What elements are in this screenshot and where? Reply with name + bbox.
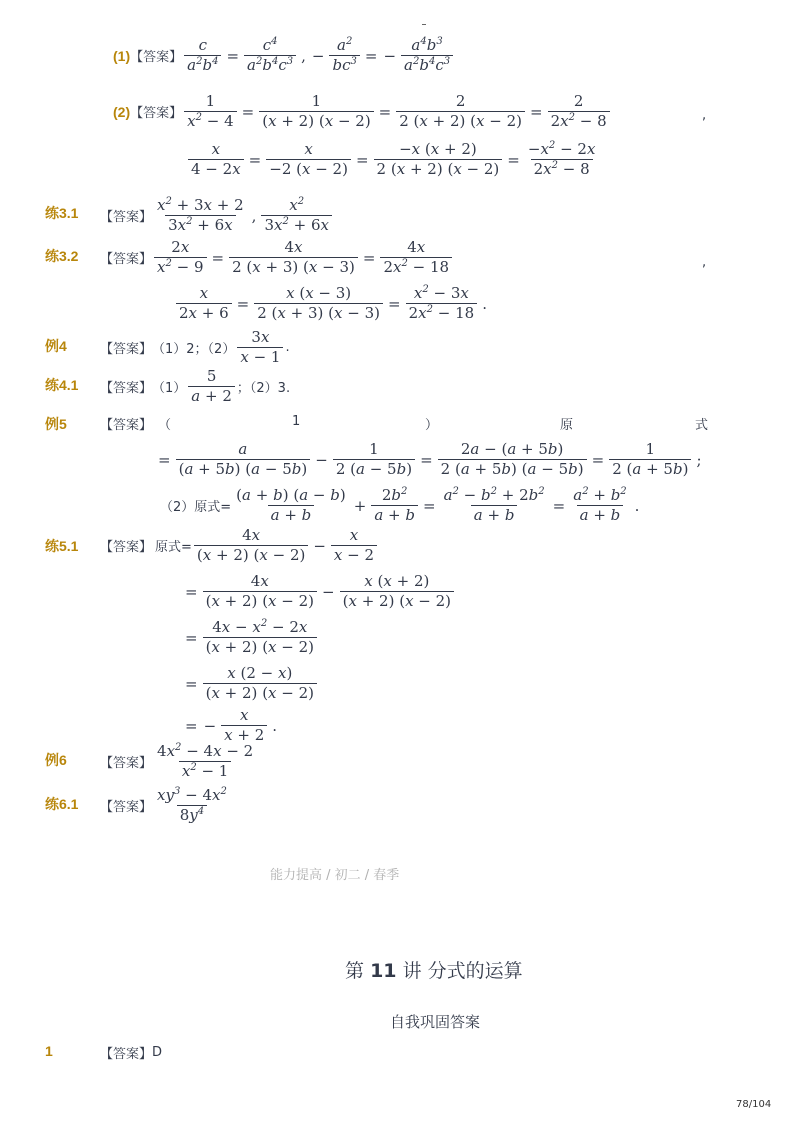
answer-example-5-part-2: [160, 486, 642, 525]
paren-open: （: [158, 418, 172, 433]
math-expression: $\frac{x}{4 - 2x}$ = $\frac{x}{-2 (x - 2)}$ = $\frac{-x (x + 2)}{2 (x + 2) (x - 2)}$ = $\frac{-x^2 - 2x}{2x^2 - 8}$: [186, 140, 600, 179]
answer-example-6: [100, 742, 258, 781]
math-expression: = $\frac{x (2 - x)}{(x + 2) (x - 2)}$: [182, 664, 319, 703]
math-expression: $\frac{1}{x^2 - 4}$ = $\frac{1}{(x + 2) (x - 2)}$ = $\frac{2}{2 (x + 2) (x - 2)}$ = $\frac{2}{2x^2 - 8}$: [182, 92, 612, 131]
label-2: (2): [113, 103, 131, 120]
answer-1: [113, 36, 455, 75]
section-subtitle: 自我巩固答案: [390, 1013, 481, 1031]
part-number: 1: [292, 414, 301, 429]
paren-close: ）: [425, 418, 439, 433]
answer-tag: 【答案】: [100, 800, 153, 815]
label-practice-4-1: 练4.1: [45, 377, 79, 393]
answer-text: 原式=: [155, 540, 192, 555]
page-number: 78/104: [736, 1099, 772, 1110]
period: .: [634, 496, 640, 515]
period: .: [272, 716, 278, 735]
math-expression: $\frac{x}{2x + 6}$ = $\frac{x (x - 3)}{2 (x + 3) (x - 3)}$ = $\frac{x^2 - 3x}{2x^2 - 18}$ .: [174, 284, 490, 323]
answer-question-1: [100, 1043, 162, 1062]
math-expression: $\frac{4x^2 - 4x - 2}{x^2 - 1}$: [157, 742, 254, 780]
answer-practice-5-1-line-1: [155, 526, 379, 565]
text-shi: 式: [695, 418, 709, 433]
math-expression: $\frac{4x}{(x + 2) (x - 2)}$ − $\frac{x}{x - 2}$: [192, 526, 379, 565]
math-expression: $\frac{5}{a + 2}$: [186, 367, 237, 406]
answer-tag: 【答案】: [100, 756, 153, 771]
label-example-5: 例5: [45, 416, 67, 432]
answer-text: （1）2；（2）: [152, 342, 236, 357]
answer-text: ；（2）3.: [236, 381, 291, 396]
answer-tag: 【答案】: [100, 381, 153, 396]
answer-practice-4-1: [100, 367, 290, 406]
answer-text: （2）原式=: [160, 500, 232, 515]
label-question-1: 1: [45, 1043, 53, 1059]
answer-tag: 【答案】: [100, 252, 153, 267]
label-1: (1): [113, 47, 131, 64]
answer-practice-3-1: [100, 196, 334, 235]
answer-value: D: [152, 1045, 163, 1060]
math-expression: $\frac{c}{a^2b^4}$ = $\frac{c^4}{a^2b^4c^3}$ , − $\frac{a^2}{bc^3}$ = − $\frac{a^4b^3}{a^2b^4c^3}$: [182, 36, 455, 75]
math-expression: = $\frac{a}{(a + 5b) (a - 5b)}$ − $\frac{1}{2 (a - 5b)}$ = $\frac{2a - (a + 5b)}{2 (a + 5b) (a - 5b)}$ = $\frac{1}{2 (a + 5b)}$ ;: [158, 440, 702, 478]
math-expression: $\frac{(a + b) (a - b)}{a + b}$ + $\frac{2b^2}{a + b}$ = $\frac{a^2 - b^2 + 2b^2}{a + b}$ = $\frac{a^2 + b^2}{a + b}$ .: [236, 486, 640, 524]
comma: ,: [702, 255, 707, 270]
lecture-title: 第 11 讲 分式的运算: [345, 960, 523, 982]
answer-tag: 【答案】: [100, 540, 153, 555]
answer-tag: 【答案】: [130, 106, 183, 121]
answer-practice-3-2: [100, 238, 454, 277]
page-footer: 能力提高 / 初二 / 春季: [270, 868, 400, 883]
answer-example-4: [100, 328, 290, 367]
stray-mark: [422, 24, 426, 25]
answer-tag: 【答案】: [100, 418, 153, 433]
math-expression: $\frac{2x}{x^2 - 9}$ = $\frac{4x}{2 (x + 3) (x - 3)}$ = $\frac{4x}{2x^2 - 18}$: [152, 238, 454, 277]
period: .: [285, 340, 290, 355]
math-expression: = − $\frac{x}{x + 2}$ .: [185, 706, 278, 744]
math-expression: $\frac{3x}{x - 1}$: [235, 328, 285, 367]
label-practice-3-2: 练3.2: [45, 248, 79, 264]
math-expression: $\frac{xy^3 - 4x^2}{8y^4}$: [157, 786, 227, 824]
answer-2: [113, 92, 612, 131]
answer-practice-6-1: [100, 786, 232, 825]
math-expression: = $\frac{4x - x^2 - 2x}{(x + 2) (x - 2)}$: [182, 618, 319, 657]
label-practice-6-1: 练6.1: [45, 796, 79, 812]
label-example-4: 例4: [45, 338, 67, 354]
label-practice-5-1: 练5.1: [45, 538, 79, 554]
answer-text: （1）: [152, 381, 187, 396]
math-expression: $\frac{x^2 + 3x + 2}{3x^2 + 6x}$ , $\frac{x^2}{3x^2 + 6x}$: [152, 196, 334, 235]
text-yuan: 原: [560, 418, 574, 433]
answer-tag: 【答案】: [130, 50, 183, 65]
label-practice-3-1: 练3.1: [45, 205, 79, 221]
label-example-6: 例6: [45, 752, 67, 768]
answer-tag: 【答案】: [100, 210, 153, 225]
answer-tag: 【答案】: [100, 1047, 153, 1062]
comma: ,: [702, 108, 707, 123]
math-expression: = $\frac{4x}{(x + 2) (x - 2)}$ − $\frac{x (x + 2)}{(x + 2) (x - 2)}$: [182, 572, 456, 611]
answer-tag: 【答案】: [100, 342, 153, 357]
period: .: [482, 294, 487, 313]
